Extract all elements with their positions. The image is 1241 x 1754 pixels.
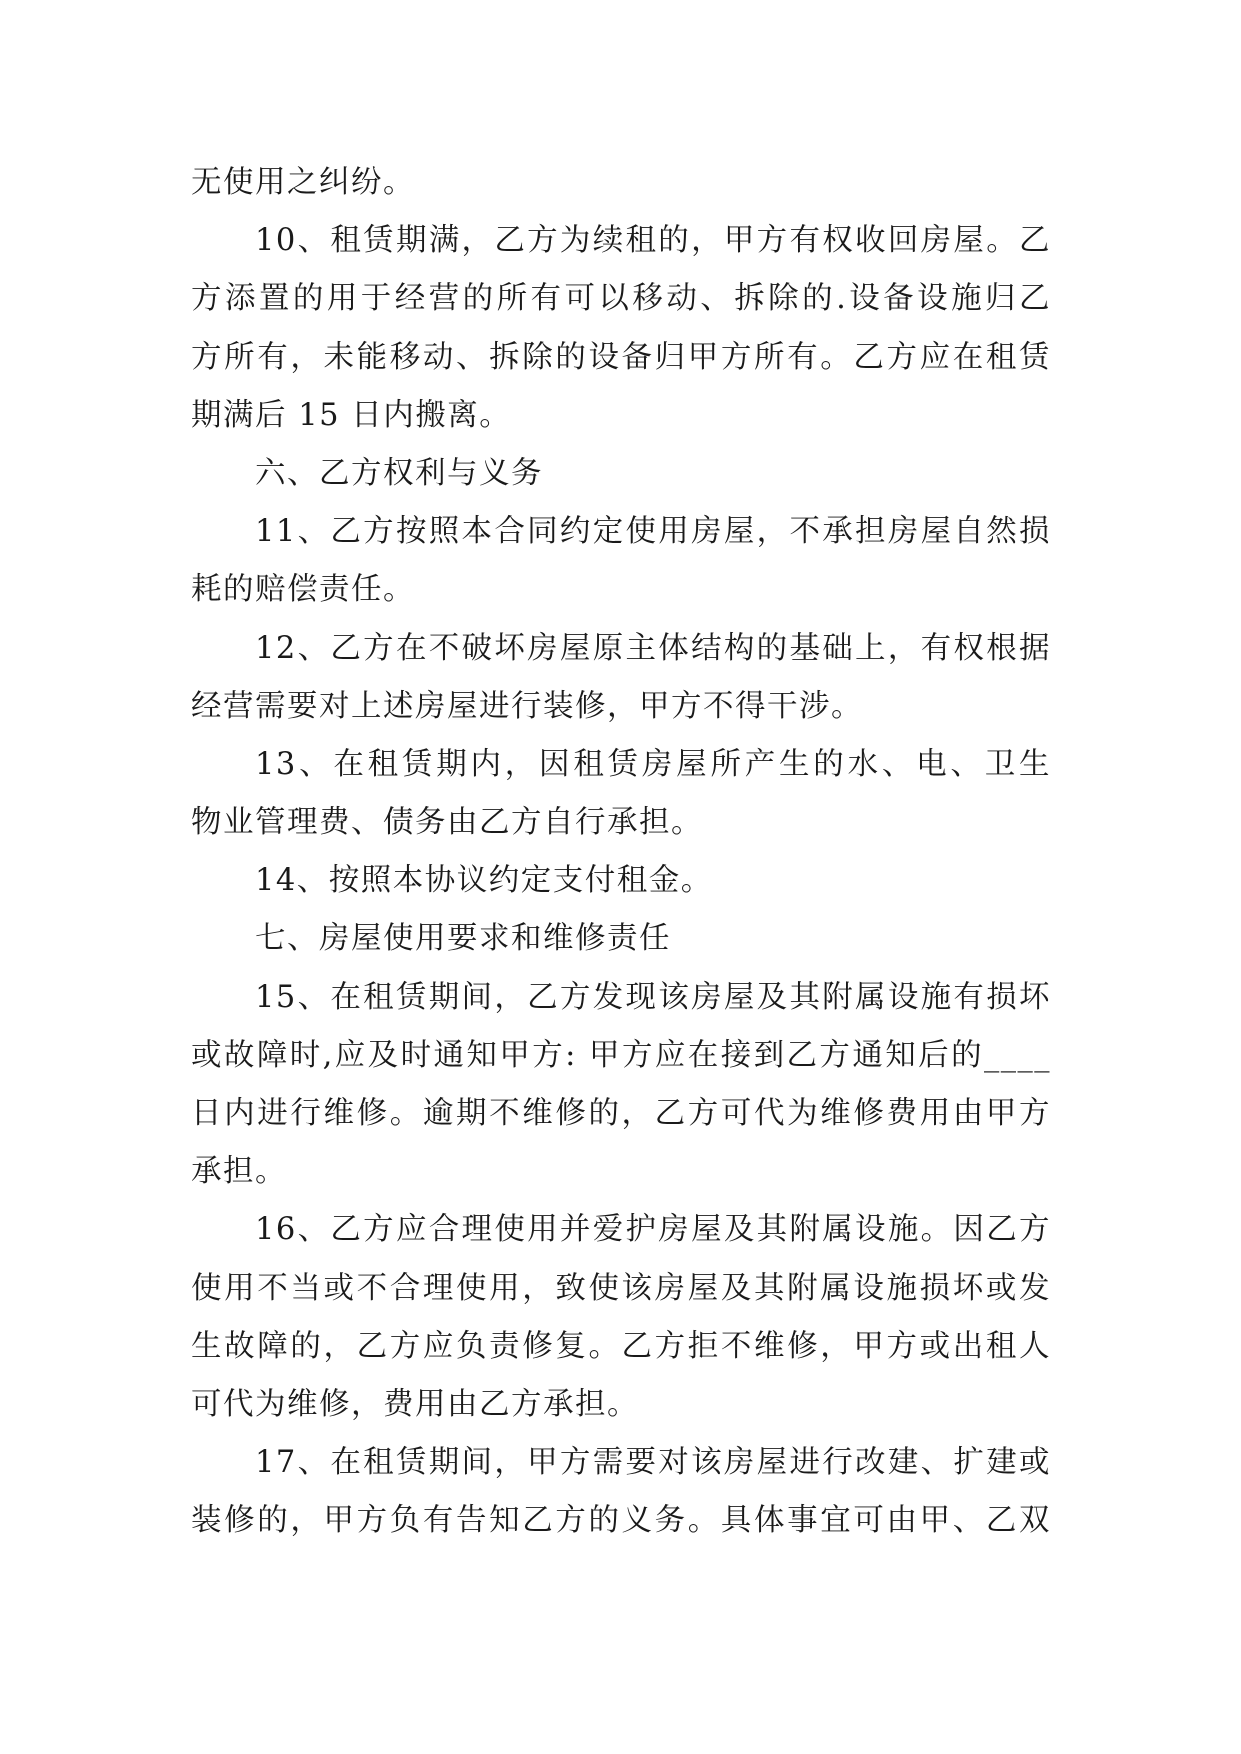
section-heading: 六、乙方权利与义务 (255, 455, 543, 491)
text-line: 期满后 15 日内搬离。 (191, 397, 512, 433)
text-line: 11、乙方按照本合同约定使用房屋，不承担房屋自然损 (255, 514, 1051, 550)
text-line: 17、在租赁期间，甲方需要对该房屋进行改建、扩建或 (255, 1445, 1051, 1481)
text-line: 13、在租赁期内，因租赁房屋所产生的水、电、卫生 (255, 746, 1051, 782)
text-line: 使用不当或不合理使用，致使该房屋及其附属设施损坏或发 (191, 1270, 1051, 1306)
text-line: 10、租赁期满，乙方为续租的，甲方有权收回房屋。乙 (255, 223, 1051, 259)
section-heading: 七、房屋使用要求和维修责任 (255, 921, 671, 957)
text-line: 耗的赔偿责任。 (191, 572, 415, 608)
text-line: 或故障时,应及时通知甲方: 甲方应在接到乙方通知后的____ (191, 1037, 1051, 1073)
text-line: 可代为维修，费用由乙方承担。 (191, 1386, 639, 1422)
text-line: 15、在租赁期间，乙方发现该房屋及其附属设施有损坏 (255, 979, 1051, 1015)
text-line: 装修的，甲方负有告知乙方的义务。具体事宜可由甲、乙双 (191, 1503, 1051, 1539)
text-line: 生故障的，乙方应负责修复。乙方拒不维修，甲方或出租人 (191, 1328, 1051, 1364)
text-line: 经营需要对上述房屋进行装修，甲方不得干涉。 (191, 688, 863, 724)
text-line: 16、乙方应合理使用并爱护房屋及其附属设施。因乙方 (255, 1212, 1051, 1248)
text-line: 方所有，未能移动、拆除的设备归甲方所有。乙方应在租赁 (191, 339, 1051, 375)
text-line: 12、乙方在不破坏房屋原主体结构的基础上，有权根据 (255, 630, 1051, 666)
text-line: 物业管理费、债务由乙方自行承担。 (191, 805, 703, 841)
text-line: 承担。 (191, 1154, 287, 1190)
text-line: 日内进行维修。逾期不维修的，乙方可代为维修费用由甲方 (191, 1096, 1051, 1131)
text-line: 无使用之纠纷。 (191, 165, 415, 200)
text-line: 14、按照本协议约定支付租金。 (255, 863, 713, 899)
text-line: 方添置的用于经营的所有可以移动、拆除的.设备设施归乙 (191, 281, 1051, 317)
document-body (191, 154, 1051, 1551)
